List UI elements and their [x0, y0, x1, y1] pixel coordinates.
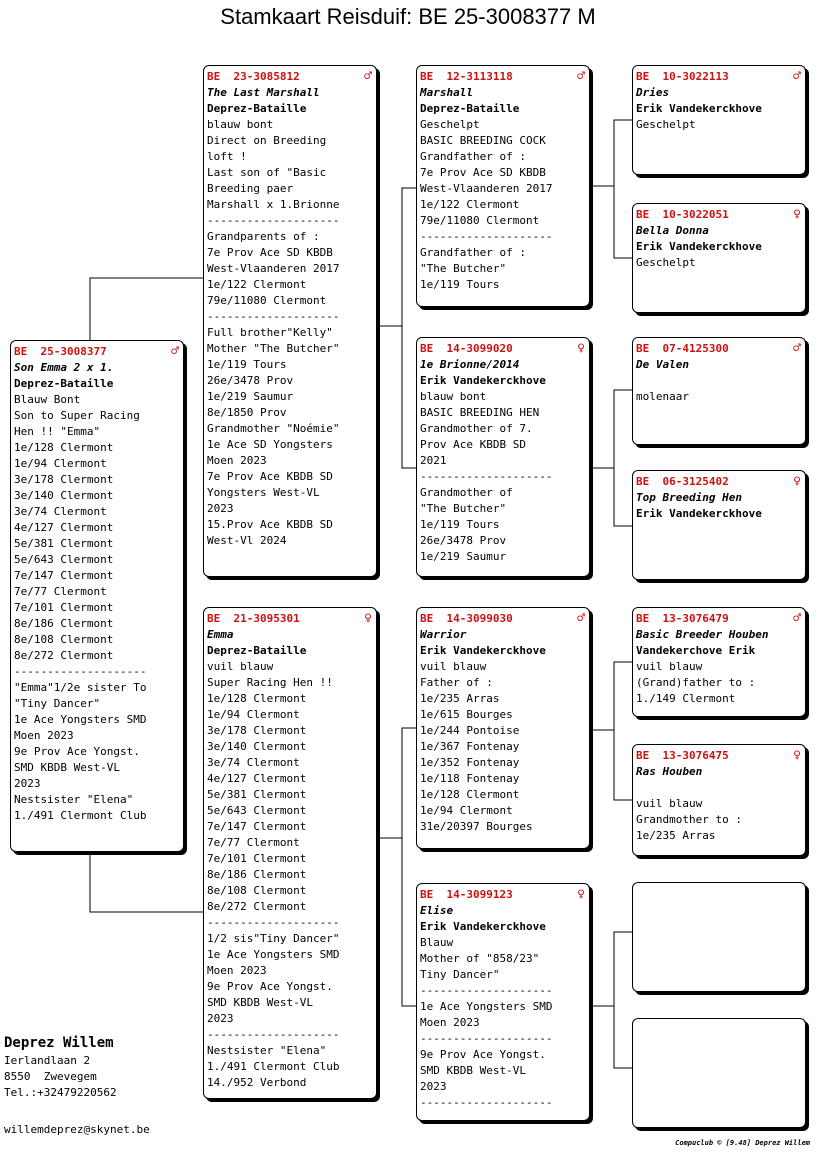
detail-line: 79e/11080 Clermont	[420, 214, 540, 227]
page-title: Stamkaart Reisduif: BE 25-3008377 M	[220, 4, 596, 29]
breeder-name: Deprez-Bataille	[14, 377, 114, 390]
detail-line: Nestsister "Elena"	[207, 1044, 327, 1057]
detail-line: BASIC BREEDING COCK	[420, 134, 546, 147]
detail-line: 5e/643 Clermont	[14, 553, 114, 566]
card-header	[420, 611, 585, 627]
detail-line: 1e/128 Clermont	[14, 441, 114, 454]
detail-line: 2021	[420, 454, 447, 467]
detail-line: 5e/381 Clermont	[14, 537, 114, 550]
owner-address	[4, 1033, 117, 1101]
detail-line: 5e/643 Clermont	[207, 804, 307, 817]
detail-line: 7e/147 Clermont	[14, 569, 114, 582]
pigeon-card-mff	[632, 607, 806, 717]
detail-line: Full brother"Kelly"	[207, 326, 333, 339]
card-details	[636, 659, 801, 707]
detail-line: 8e/108 Clermont	[207, 884, 307, 897]
card-details	[420, 117, 585, 293]
detail-line: 1e/128 Clermont	[207, 692, 307, 705]
detail-line: 1e/244 Pontoise	[420, 724, 520, 737]
card-header	[14, 344, 179, 360]
card-header	[636, 341, 801, 357]
detail-line: BASIC BREEDING HEN	[420, 406, 540, 419]
detail-line: 5e/381 Clermont	[207, 788, 307, 801]
detail-line: 1e/119 Tours	[420, 278, 500, 291]
detail-line: West-Vlaanderen 2017	[207, 262, 340, 275]
detail-line: --------------------	[420, 1032, 553, 1045]
detail-line: 1e/235 Arras	[420, 692, 500, 705]
detail-line: 1e/235 Arras	[636, 829, 716, 842]
male-symbol-icon: ♂	[793, 611, 801, 626]
owner-name: Deprez Willem	[4, 1035, 114, 1051]
ring-number: BE 13-3076475	[636, 749, 729, 762]
detail-line: "The Butcher"	[420, 502, 507, 515]
detail-line: Moen 2023	[207, 964, 267, 977]
owner-city: 8550 Zwevegem	[4, 1070, 97, 1083]
pigeon-name: Son Emma 2 x 1.	[14, 361, 114, 374]
detail-line: 2023	[14, 777, 41, 790]
breeder-name: Erik Vandekerckhove	[420, 374, 546, 387]
card-details	[636, 255, 801, 271]
detail-line: 9e Prov Ace Yongst.	[207, 980, 333, 993]
pigeon-name: Top Breeding Hen	[636, 491, 742, 504]
card-details	[207, 117, 372, 549]
detail-line: Grandmother to :	[636, 813, 742, 826]
detail-line: --------------------	[207, 916, 340, 929]
detail-line: SMD KBDB West-VL	[207, 996, 313, 1009]
detail-line: 1e Ace Yongsters SMD	[14, 713, 147, 726]
detail-line: Yongsters West-VL	[207, 486, 320, 499]
detail-line: 1e/128 Clermont	[420, 788, 520, 801]
pigeon-card-paternal-grandfather	[416, 65, 590, 307]
pigeon-card-maternal-grandmother	[416, 883, 590, 1121]
detail-line: 1./491 Clermont Club	[207, 1060, 340, 1073]
pigeon-card-fmm	[632, 470, 806, 580]
owner-street: Ierlandlaan 2	[4, 1054, 91, 1067]
detail-line: "The Butcher"	[420, 262, 507, 275]
card-header	[636, 207, 801, 223]
female-symbol-icon: ♀	[577, 887, 585, 902]
detail-line: Super Racing Hen !!	[207, 676, 333, 689]
detail-line: 8e/272 Clermont	[207, 900, 307, 913]
detail-line: Son to Super Racing	[14, 409, 140, 422]
card-details	[636, 389, 801, 405]
detail-line: 1e/94 Clermont	[420, 804, 513, 817]
card-details	[420, 935, 585, 1111]
detail-line: Grandparents of :	[207, 230, 320, 243]
detail-line: 3e/140 Clermont	[207, 740, 307, 753]
pigeon-name: Emma	[207, 628, 234, 641]
female-symbol-icon: ♀	[793, 207, 801, 222]
detail-line: Prov Ace KBDB SD	[420, 438, 526, 451]
detail-line: 1e/615 Bourges	[420, 708, 513, 721]
detail-line: --------------------	[207, 214, 340, 227]
ring-number: BE 10-3022051	[636, 208, 729, 221]
detail-line: 1e/122 Clermont	[207, 278, 307, 291]
pigeon-name: Bella Donna	[636, 224, 709, 237]
detail-line: West-Vl 2024	[207, 534, 287, 547]
card-details	[420, 389, 585, 565]
detail-line: (Grand)father to :	[636, 676, 756, 689]
detail-line: 1e Ace Yongsters SMD	[420, 1000, 553, 1013]
male-symbol-icon: ♂	[171, 344, 179, 359]
detail-line: Moen 2023	[207, 454, 267, 467]
female-symbol-icon: ♀	[364, 611, 372, 626]
detail-line: 4e/127 Clermont	[207, 772, 307, 785]
card-details	[14, 392, 179, 824]
detail-line: 9e Prov Ace Yongst.	[420, 1048, 546, 1061]
breeder-name: Erik Vandekerckhove	[636, 240, 762, 253]
detail-line: 26e/3478 Prov	[207, 374, 294, 387]
detail-line: molenaar	[636, 390, 689, 403]
detail-line: 8e/1850 Prov	[207, 406, 287, 419]
pigeon-card-empty-mmm	[632, 1018, 806, 1128]
pigeon-name: Elise	[420, 904, 454, 917]
female-symbol-icon: ♀	[793, 474, 801, 489]
pigeon-card-maternal-grandfather	[416, 607, 590, 849]
detail-line: 7e/77 Clermont	[14, 585, 107, 598]
detail-line: 2023	[207, 1012, 234, 1025]
pigeon-card-fff	[632, 65, 806, 175]
pigeon-name: The Last Marshall	[207, 86, 320, 99]
detail-line: 3e/74 Clermont	[14, 505, 107, 518]
female-symbol-icon: ♀	[577, 341, 585, 356]
male-symbol-icon: ♂	[577, 69, 585, 84]
detail-line: Geschelpt	[420, 118, 480, 131]
breeder-name: Deprez-Bataille	[420, 102, 520, 115]
breeder-name: Erik Vandekerckhove	[636, 507, 762, 520]
detail-line: Hen !! "Emma"	[14, 425, 101, 438]
detail-line: vuil blauw	[420, 660, 487, 673]
detail-line: West-Vlaanderen 2017	[420, 182, 553, 195]
card-details	[636, 796, 801, 844]
detail-line: 1e/122 Clermont	[420, 198, 520, 211]
detail-line: 8e/186 Clermont	[207, 868, 307, 881]
ring-number: BE 25-3008377	[14, 345, 107, 358]
ring-number: BE 14-3099020	[420, 342, 513, 355]
detail-line: 3e/74 Clermont	[207, 756, 300, 769]
detail-line: blauw bont	[420, 390, 487, 403]
detail-line: 1/2 sis"Tiny Dancer"	[207, 932, 340, 945]
card-header	[420, 69, 585, 85]
detail-line: 1e/94 Clermont	[14, 457, 107, 470]
detail-line: Breeding paer	[207, 182, 294, 195]
detail-line: --------------------	[420, 230, 553, 243]
card-header	[636, 611, 801, 627]
detail-line: "Emma"1/2e sister To	[14, 681, 147, 694]
detail-line: 7e Prov Ace SD KBDB	[420, 166, 546, 179]
pigeon-card-ffm	[632, 203, 806, 313]
detail-line: 7e Prov Ace SD KBDB	[207, 246, 333, 259]
ring-number: BE 06-3125402	[636, 475, 729, 488]
detail-line: 1e/94 Clermont	[207, 708, 300, 721]
detail-line: --------------------	[207, 1028, 340, 1041]
detail-line: Geschelpt	[636, 118, 696, 131]
detail-line: Grandmother of	[420, 486, 513, 499]
ring-number: BE 23-3085812	[207, 70, 300, 83]
pigeon-name: 1e Brionne/2014	[420, 358, 520, 371]
detail-line: vuil blauw	[636, 797, 703, 810]
detail-line: --------------------	[420, 470, 553, 483]
detail-line: 2023	[207, 502, 234, 515]
detail-line: Direct on Breeding	[207, 134, 327, 147]
detail-line: 1e/219 Saumur	[420, 550, 507, 563]
breeder-name: Deprez-Bataille	[207, 644, 307, 657]
card-header	[207, 69, 372, 85]
detail-line: Moen 2023	[420, 1016, 480, 1029]
detail-line: 8e/272 Clermont	[14, 649, 114, 662]
software-credit: Compuclub © [9.48] Deprez Willem	[675, 1139, 810, 1147]
ring-number: BE 12-3113118	[420, 70, 513, 83]
card-header	[636, 69, 801, 85]
detail-line: 9e Prov Ace Yongst.	[14, 745, 140, 758]
breeder-name: Deprez-Bataille	[207, 102, 307, 115]
detail-line: vuil blauw	[636, 660, 703, 673]
pigeon-card-mother	[203, 607, 377, 1099]
detail-line: 1./149 Clermont	[636, 692, 736, 705]
detail-line: Father of :	[420, 676, 493, 689]
pigeon-card-paternal-grandmother	[416, 337, 590, 577]
detail-line: 26e/3478 Prov	[420, 534, 507, 547]
detail-line: 1e/118 Fontenay	[420, 772, 520, 785]
detail-line: 1e/219 Saumur	[207, 390, 294, 403]
detail-line: 79e/11080 Clermont	[207, 294, 327, 307]
detail-line: 14./952 Verbond	[207, 1076, 307, 1089]
detail-line: 7e Prov Ace KBDB SD	[207, 470, 333, 483]
detail-line: 1e/367 Fontenay	[420, 740, 520, 753]
pigeon-name: Dries	[636, 86, 670, 99]
detail-line: Mother of "858/23"	[420, 952, 540, 965]
detail-line: 1e/119 Tours	[207, 358, 287, 371]
ring-number: BE 14-3099030	[420, 612, 513, 625]
detail-line: 31e/20397 Bourges	[420, 820, 533, 833]
detail-line: Blauw Bont	[14, 393, 81, 406]
male-symbol-icon: ♂	[577, 611, 585, 626]
detail-line: SMD KBDB West-VL	[420, 1064, 526, 1077]
male-symbol-icon: ♂	[793, 341, 801, 356]
ring-number: BE 10-3022113	[636, 70, 729, 83]
pigeon-card-father	[203, 65, 377, 577]
ring-number: BE 21-3095301	[207, 612, 300, 625]
detail-line: --------------------	[420, 1096, 553, 1109]
detail-line: 4e/127 Clermont	[14, 521, 114, 534]
owner-phone: Tel.:+32479220562	[4, 1086, 117, 1099]
pigeon-name: Ras Houben	[636, 765, 703, 778]
detail-line: Grandmother of 7.	[420, 422, 533, 435]
detail-line: Grandfather of :	[420, 246, 526, 259]
detail-line: Geschelpt	[636, 256, 696, 269]
detail-line: 1e Ace SD Yongsters	[207, 438, 333, 451]
detail-line: loft !	[207, 150, 247, 163]
detail-line: Moen 2023	[14, 729, 74, 742]
card-details	[420, 659, 585, 835]
detail-line: 7e/101 Clermont	[207, 852, 307, 865]
pigeon-card-mfm	[632, 744, 806, 856]
detail-line: 3e/140 Clermont	[14, 489, 114, 502]
ring-number: BE 13-3076479	[636, 612, 729, 625]
detail-line: Grandfather of :	[420, 150, 526, 163]
detail-line: 8e/108 Clermont	[14, 633, 114, 646]
male-symbol-icon: ♂	[793, 69, 801, 84]
card-header	[207, 611, 372, 627]
detail-line: 7e/101 Clermont	[14, 601, 114, 614]
detail-line: 15.Prov Ace KBDB SD	[207, 518, 333, 531]
card-details	[207, 659, 372, 1091]
detail-line: 1e Ace Yongsters SMD	[207, 948, 340, 961]
detail-line: 7e/77 Clermont	[207, 836, 300, 849]
detail-line: vuil blauw	[207, 660, 274, 673]
pigeon-name: Basic Breeder Houben	[636, 628, 769, 641]
detail-line: Marshall x 1.Brionne	[207, 198, 340, 211]
detail-line: 3e/178 Clermont	[14, 473, 114, 486]
detail-line: 1e/352 Fontenay	[420, 756, 520, 769]
detail-line: 3e/178 Clermont	[207, 724, 307, 737]
card-header	[636, 474, 801, 490]
breeder-name: Erik Vandekerckhove	[636, 102, 762, 115]
ring-number: BE 07-4125300	[636, 342, 729, 355]
detail-line: Tiny Dancer"	[420, 968, 500, 981]
detail-line: "Tiny Dancer"	[14, 697, 101, 710]
detail-line: Blauw	[420, 936, 454, 949]
detail-line: Mother "The Butcher"	[207, 342, 340, 355]
breeder-name: Vandekerchove Erik	[636, 644, 756, 657]
breeder-name: Erik Vandekerckhove	[420, 644, 546, 657]
pigeon-name: De Valen	[636, 358, 689, 371]
detail-line: Last son of "Basic	[207, 166, 327, 179]
card-details	[636, 117, 801, 133]
pigeon-name: Marshall	[420, 86, 473, 99]
breeder-name: Erik Vandekerckhove	[420, 920, 546, 933]
detail-line: --------------------	[207, 310, 340, 323]
pigeon-name: Warrior	[420, 628, 467, 641]
owner-email: willemdeprez@skynet.be	[4, 1123, 150, 1136]
ring-number: BE 14-3099123	[420, 888, 513, 901]
card-header	[420, 341, 585, 357]
detail-line: 8e/186 Clermont	[14, 617, 114, 630]
pigeon-card-subject	[10, 340, 184, 852]
detail-line: --------------------	[420, 984, 553, 997]
breeder-name	[636, 373, 801, 389]
detail-line: 1e/119 Tours	[420, 518, 500, 531]
breeder-name	[636, 780, 801, 796]
card-header	[636, 748, 801, 764]
detail-line: Grandmother "Noémie"	[207, 422, 340, 435]
detail-line: 2023	[420, 1080, 447, 1093]
detail-line: --------------------	[14, 665, 147, 678]
pigeon-card-empty-mmf	[632, 882, 806, 992]
card-header	[420, 887, 585, 903]
detail-line: SMD KBDB West-VL	[14, 761, 120, 774]
female-symbol-icon: ♀	[793, 748, 801, 763]
pigeon-card-fmf	[632, 337, 806, 445]
detail-line: blauw bont	[207, 118, 274, 131]
detail-line: 7e/147 Clermont	[207, 820, 307, 833]
detail-line: Nestsister "Elena"	[14, 793, 134, 806]
male-symbol-icon: ♂	[364, 69, 372, 84]
detail-line: 1./491 Clermont Club	[14, 809, 147, 822]
